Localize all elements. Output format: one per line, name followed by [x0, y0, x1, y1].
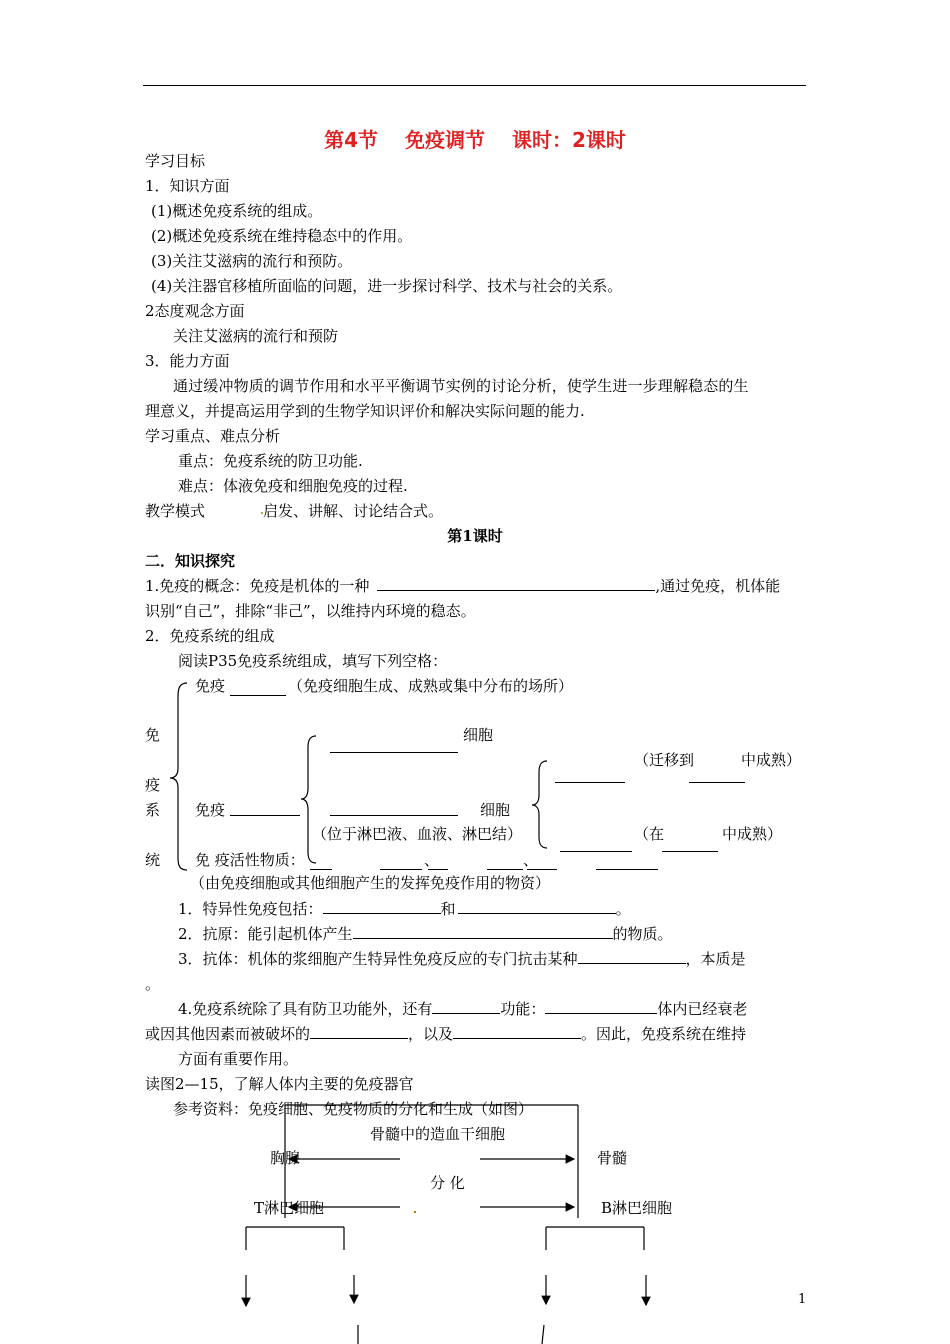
- difficult-point: 难点：体液免疫和细胞免疫的过程.: [178, 477, 408, 495]
- side-label: 疫: [145, 776, 161, 794]
- title-section: 第4节: [324, 128, 379, 152]
- mature-text: 中成熟）: [722, 825, 783, 843]
- knowledge-item: (3)关注艾滋病的流行和预防。: [151, 252, 353, 270]
- explore-heading: 二．知识探究: [145, 552, 236, 570]
- attitude-text: 关注艾滋病的流行和预防: [173, 327, 339, 345]
- stem-cell-label: 骨髓中的造血干细胞: [370, 1125, 506, 1143]
- t-cell-label: T淋巴细胞: [254, 1199, 325, 1217]
- thymus-label: 胸腺: [270, 1149, 301, 1167]
- side-label: 免: [145, 726, 161, 744]
- attitude-heading: 2态度观念方面: [145, 302, 245, 320]
- separator: 、: [523, 851, 539, 869]
- separator: 、: [424, 851, 440, 869]
- knowledge-item: (2)概述免疫系统在维持稳态中的作用。: [151, 227, 413, 245]
- question-3: 3．抗体：机体的浆细胞产生特异性免疫反应的专门抗击某种 ，本质是: [178, 950, 746, 968]
- title-topic: 免疫调节: [405, 128, 485, 152]
- b-cell-label: B淋巴细胞: [601, 1199, 673, 1217]
- concept-text: 1.免疫的概念：免疫是机体的一种 ,通过免疫，机体能: [145, 577, 781, 595]
- question-3-end: 。: [145, 975, 161, 993]
- lesson-heading: 第1课时: [447, 527, 503, 545]
- goals-heading: 学习目标: [145, 152, 206, 170]
- side-label: 统: [145, 851, 161, 869]
- active-note: （由免疫细胞或其他细胞产生的发挥免疫作用的物资）: [190, 874, 551, 892]
- question-4: 4.免疫系统除了具有防卫功能外，还有 功能： 体内已经衰老: [178, 1000, 748, 1018]
- ability-line: 通过缓冲物质的调节作用和水平平衡调节实例的讨论分析，使学生进一步理解稳态的生: [173, 377, 749, 395]
- concept-text: 识别“自己”，排除“非己”，以维持内环境的稳态。: [145, 602, 476, 620]
- figure-read: 读图2—15，了解人体内主要的免疫器官: [145, 1075, 414, 1093]
- cell2-label: 细胞: [480, 801, 511, 819]
- right-brace: [532, 761, 547, 848]
- knowledge-item: (1)概述免疫系统的组成。: [151, 202, 323, 220]
- in-text: （在: [634, 825, 665, 843]
- ability-line: 理意义，并提高运用学到的生物学知识评价和解决实际问题的能力.: [145, 402, 585, 420]
- question-4-end: 方面有重要作用。: [178, 1050, 299, 1068]
- ability-heading: 3．能力方面: [145, 352, 230, 370]
- figure-reference: 参考资料：免疫细胞、免疫物质的分化和生成（如图）: [173, 1100, 534, 1118]
- mode-label: 教学模式: [145, 502, 206, 520]
- cell1-label: 细胞: [463, 726, 494, 744]
- knowledge-heading: 1．知识方面: [145, 177, 230, 195]
- cell2-note: （位于淋巴液、血液、淋巴结）: [312, 825, 523, 843]
- differentiation-label: 分 化: [430, 1174, 465, 1192]
- migrate-text: （迁移到: [634, 751, 695, 769]
- key-points-heading: 学习重点、难点分析: [145, 427, 281, 445]
- organ-note: （免疫细胞生成、成熟或集中分布的场所）: [288, 677, 574, 695]
- side-label: 系: [145, 801, 161, 819]
- key-point: 重点：免疫系统的防卫功能.: [178, 452, 363, 470]
- question-1: 1．特异性免疫包括： 和 。: [178, 900, 631, 918]
- title-hours: 课时：2课时: [511, 128, 626, 152]
- knowledge-item: (4)关注器官移植所面临的问题，进一步探讨科学、技术与社会的关系。: [151, 277, 623, 295]
- question-4: 或因其他因素而被破坏的 ，以及 。因此，免疫系统在维持: [145, 1025, 747, 1043]
- active-label: 免 疫活性物质：: [195, 851, 305, 869]
- page-number: 1: [798, 1292, 807, 1307]
- mode-value: 启发、讲解、讨论结合式。: [263, 502, 444, 520]
- question-2: 2．抗原：能引起机体产生 的物质。: [178, 925, 673, 943]
- left-brace: [170, 683, 187, 870]
- cell-label: 免疫: [195, 801, 226, 819]
- organ-label: 免疫: [195, 677, 226, 695]
- marrow-label: 骨髓: [597, 1149, 628, 1167]
- composition-heading: 2．免疫系统的组成: [145, 627, 275, 645]
- middle-brace: [301, 736, 316, 863]
- mature-text: 中成熟）: [741, 751, 802, 769]
- read-instruction: 阅读P35免疫系统组成，填写下列空格：: [178, 652, 448, 670]
